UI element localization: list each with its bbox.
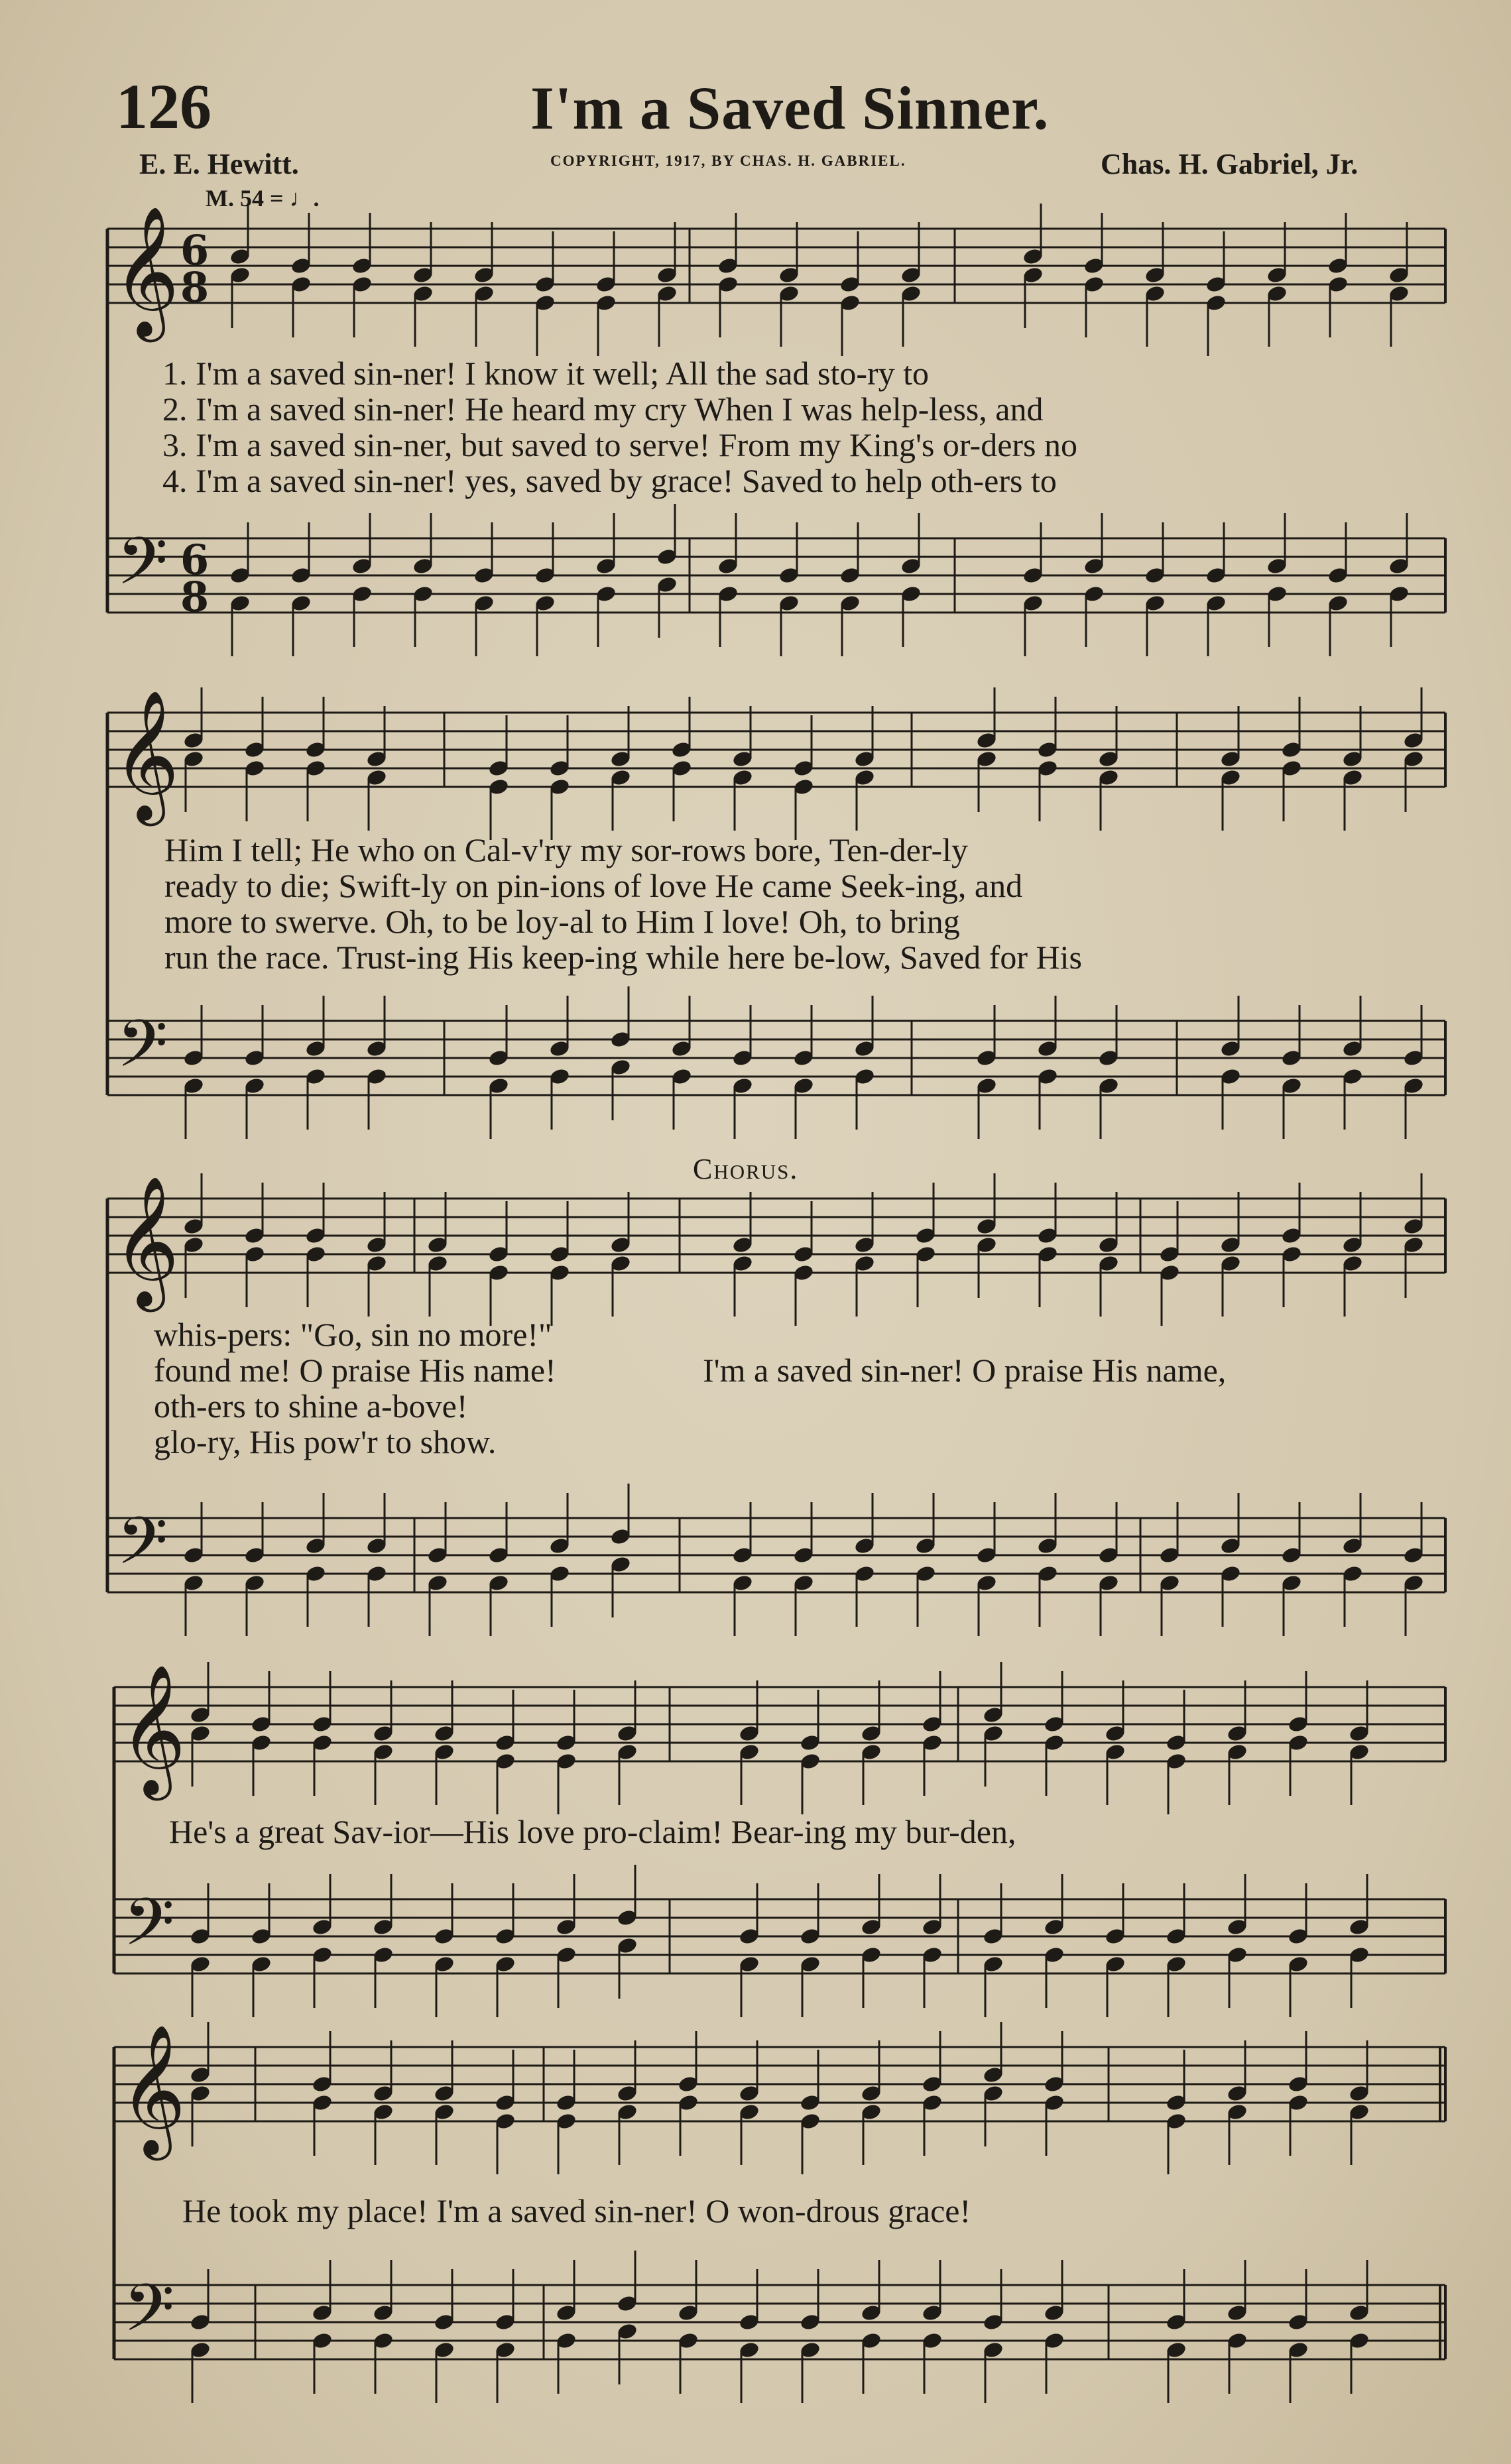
hymn-title: I'm a Saved Sinner. xyxy=(530,74,1050,142)
time-signature: 6 xyxy=(180,536,210,584)
metronome-marking: M. 54 = ♩. xyxy=(206,185,320,211)
verse-2-line-3: found me! O praise His name! xyxy=(154,1352,556,1389)
bass-clef: 𝄢 xyxy=(123,1885,175,1977)
bass-clef: 𝄢 xyxy=(117,1006,168,1098)
verse-3-line-3: oth-ers to shine a-bove! xyxy=(154,1387,468,1425)
bass-clef: 𝄢 xyxy=(117,1503,168,1596)
verse-4-line-1: 4. I'm a saved sin-ner! yes, saved by grace! Saved to help oth-ers to xyxy=(162,462,1057,499)
chorus-line-2: He's a great Sav-ior—His love pro-claim! Bear-ing my bur-den, xyxy=(169,1813,1016,1850)
verse-3-line-2: more to swerve. Oh, to be loy-al to Him I love! Oh, to bring xyxy=(164,903,960,940)
verse-3-line-1: 3. I'm a saved sin-ner, but saved to serve! From my King's or-ders no xyxy=(162,426,1078,463)
chorus-line-1: I'm a saved sin-ner! O praise His name, xyxy=(703,1352,1227,1389)
bass-clef: 𝄢 xyxy=(117,524,168,616)
time-signature: 6 xyxy=(180,226,210,274)
verse-2-line-2: ready to die; Swift-ly on pin-ions of love He came Seek-ing, and xyxy=(164,867,1023,904)
chorus-line-3: He took my place! I'm a saved sin-ner! O won-drous grace! xyxy=(182,2192,971,2229)
treble-clef: 𝄞 xyxy=(113,689,180,821)
treble-clef: 𝄞 xyxy=(119,1664,186,1795)
treble-clef: 𝄞 xyxy=(113,1175,180,1307)
chorus-label: Chorus. xyxy=(693,1153,799,1185)
treble-clef: 𝄞 xyxy=(113,205,180,337)
verse-1-line-2: Him I tell; He who on Cal-v'ry my sor-rows bore, Ten-der-ly xyxy=(164,831,969,868)
bass-clef: 𝄢 xyxy=(123,2270,175,2363)
copyright-notice: COPYRIGHT, 1917, BY CHAS. H. GABRIEL. xyxy=(550,152,906,169)
author-credit: E. E. Hewitt. xyxy=(139,148,299,180)
verse-4-line-3: glo-ry, His pow'r to show. xyxy=(154,1423,497,1460)
time-signature: 8 xyxy=(180,263,210,312)
verse-4-line-2: run the race. Trust-ing His keep-ing while here be-low, Saved for His xyxy=(164,939,1082,976)
verse-1-line-1: 1. I'm a saved sin-ner! I know it well; All the sad sto-ry to xyxy=(162,355,930,392)
verse-2-line-1: 2. I'm a saved sin-ner! He heard my cry When I was help-less, and xyxy=(162,390,1044,428)
composer-credit: Chas. H. Gabriel, Jr. xyxy=(1101,148,1359,180)
treble-clef: 𝄞 xyxy=(119,2024,186,2155)
time-signature: 8 xyxy=(180,573,210,621)
verse-1-line-3: whis-pers: "Go, sin no more!" xyxy=(154,1316,552,1353)
hymn-number: 126 xyxy=(116,71,212,142)
